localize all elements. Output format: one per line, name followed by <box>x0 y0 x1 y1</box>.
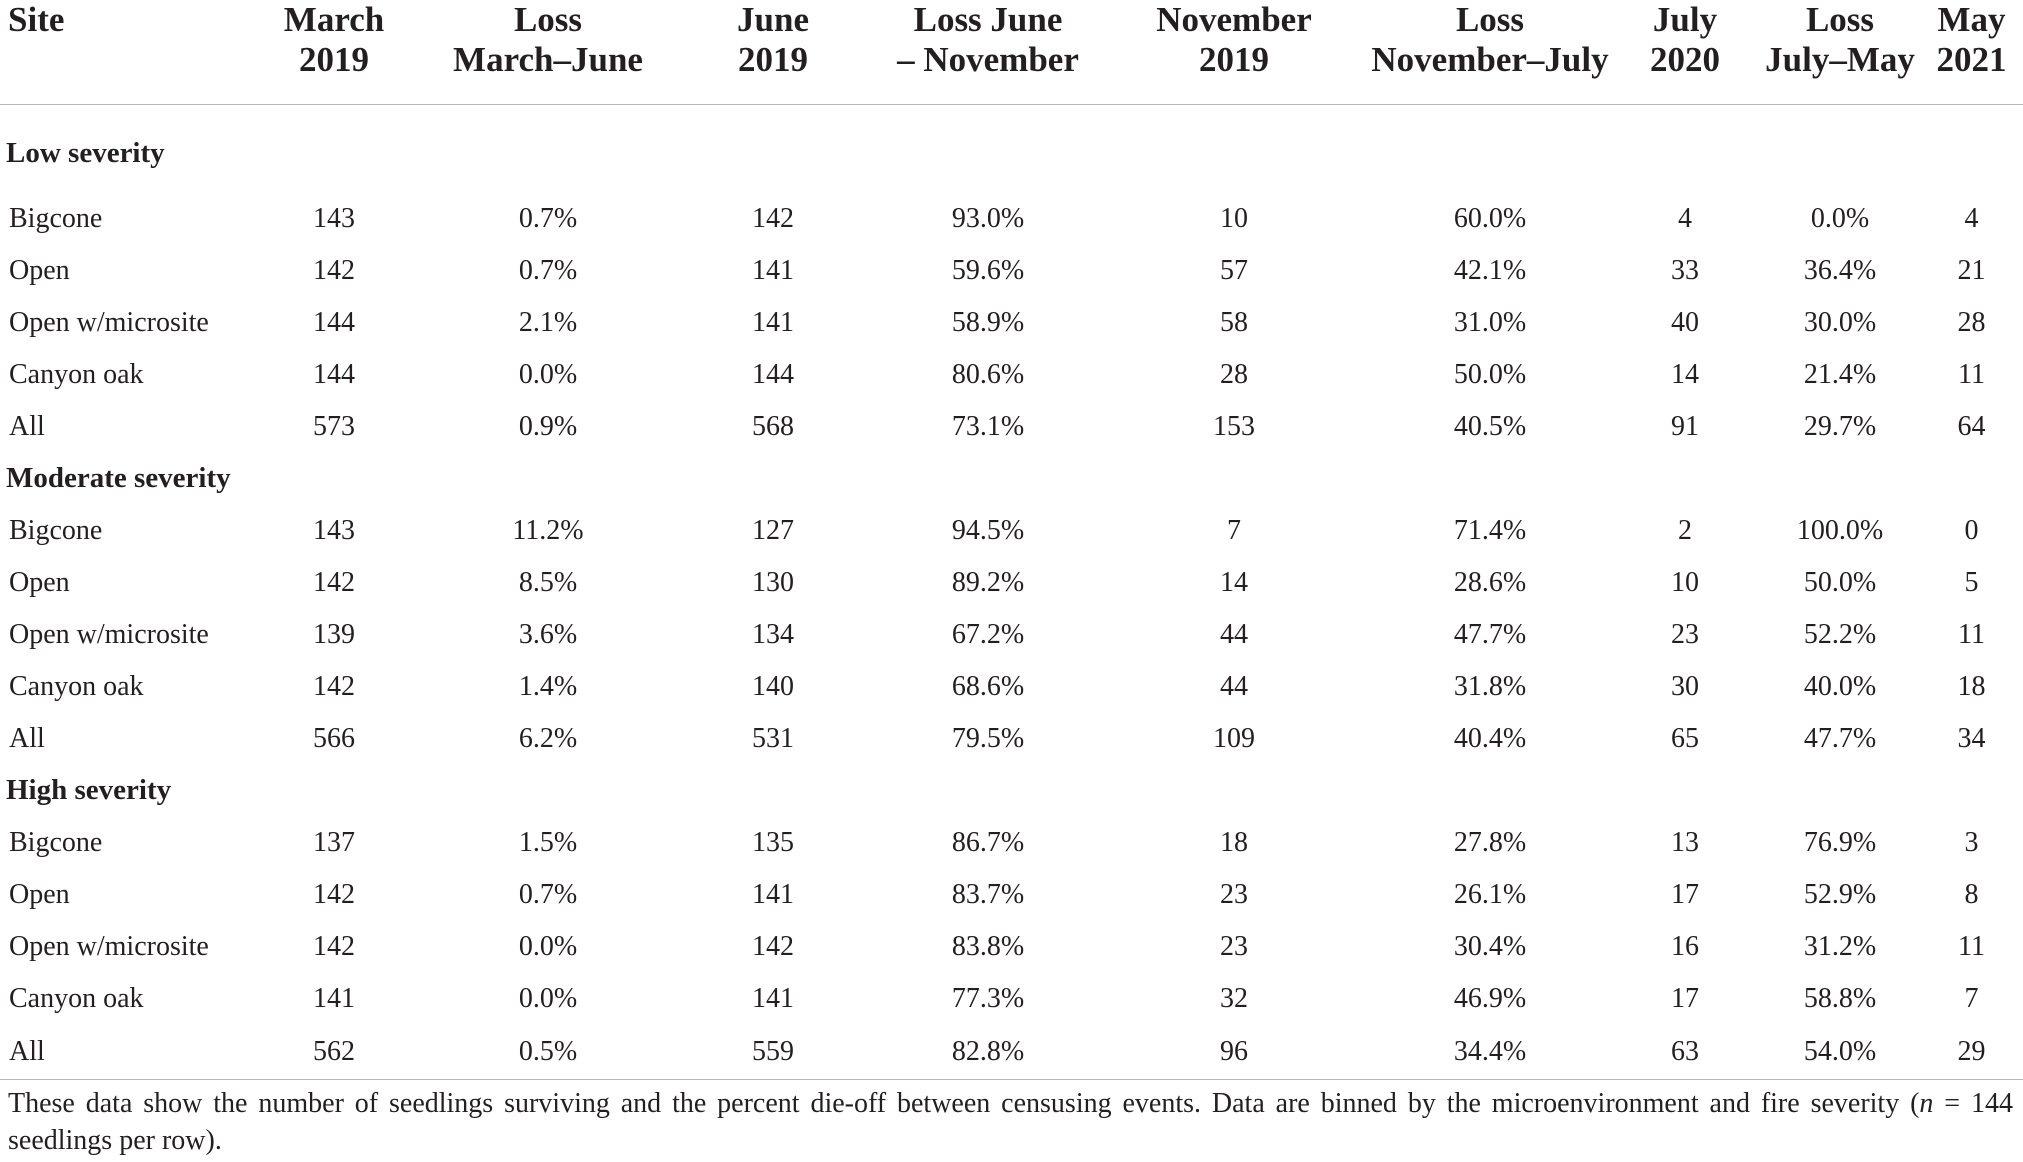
table-row <box>0 297 2023 349</box>
value-cell: 8 <box>1964 878 1979 910</box>
site-cell: Open <box>9 566 70 598</box>
column-header: March 2019 <box>240 0 428 105</box>
value-cell: 57 <box>1220 254 1248 286</box>
value-cell: 73.1% <box>951 410 1025 442</box>
value-cell: 23 <box>1671 618 1699 650</box>
value-cell: 1.5% <box>518 826 578 858</box>
value-cell: 46.9% <box>1453 982 1527 1014</box>
site-cell: Canyon oak <box>9 982 144 1014</box>
value-cell: 44 <box>1220 670 1248 702</box>
footnote-n-symbol: n <box>1919 1088 1934 1119</box>
value-cell: 0.7% <box>518 254 578 286</box>
value-cell: 65 <box>1671 722 1699 754</box>
column-header: Loss June – November <box>878 0 1098 105</box>
table-row <box>0 245 2023 297</box>
value-cell: 26.1% <box>1453 878 1527 910</box>
value-cell: 4 <box>1678 202 1692 234</box>
value-cell: 10 <box>1671 566 1699 598</box>
column-header: June 2019 <box>668 0 878 105</box>
value-cell: 142 <box>313 878 355 910</box>
value-cell: 11 <box>1958 358 1985 390</box>
value-cell: 60.0% <box>1453 202 1527 234</box>
value-cell: 31.2% <box>1803 930 1877 962</box>
value-cell: 142 <box>313 566 355 598</box>
value-cell: 531 <box>752 722 794 754</box>
value-cell: 34.4% <box>1370 1025 1610 1080</box>
value-cell: 13 <box>1671 826 1699 858</box>
value-cell: 40.4% <box>1453 722 1527 754</box>
value-cell: 142 <box>313 930 355 962</box>
value-cell: 0.0% <box>518 358 578 390</box>
value-cell: 144 <box>752 358 794 390</box>
table-row <box>0 973 2023 1025</box>
value-cell: 58.8% <box>1803 982 1877 1014</box>
value-cell: 96 <box>1098 1025 1370 1080</box>
site-cell: Open <box>9 878 70 910</box>
value-cell: 134 <box>752 618 794 650</box>
severity-group-label: Moderate severity <box>6 462 231 494</box>
column-header: Site <box>0 0 240 105</box>
value-cell: 68.6% <box>951 670 1025 702</box>
value-cell: 94.5% <box>951 514 1025 546</box>
value-cell: 141 <box>752 982 794 1014</box>
value-cell: 10 <box>1220 202 1248 234</box>
table-row <box>0 713 2023 765</box>
value-cell: 109 <box>1213 722 1255 754</box>
value-cell: 23 <box>1220 930 1248 962</box>
value-cell: 29 <box>1920 1025 2023 1080</box>
site-cell: Bigcone <box>9 514 103 546</box>
column-header: May 2021 <box>1920 0 2023 105</box>
value-cell: 7 <box>1964 982 1979 1014</box>
value-cell: 141 <box>752 254 794 286</box>
column-header: November 2019 <box>1098 0 1370 105</box>
value-cell: 23 <box>1220 878 1248 910</box>
value-cell: 562 <box>240 1025 428 1080</box>
value-cell: 0.0% <box>1810 202 1870 234</box>
value-cell: 18 <box>1957 670 1986 702</box>
value-cell: 144 <box>313 358 355 390</box>
value-cell: 30.0% <box>1803 306 1877 338</box>
value-cell: 153 <box>1213 410 1255 442</box>
value-cell: 11 <box>1958 618 1985 650</box>
value-cell: 1.4% <box>518 670 578 702</box>
value-cell: 52.2% <box>1803 618 1877 650</box>
value-cell: 142 <box>752 202 794 234</box>
value-cell: 2.1% <box>518 306 578 338</box>
value-cell: 47.7% <box>1453 618 1527 650</box>
value-cell: 0.0% <box>518 982 578 1014</box>
value-cell: 80.6% <box>951 358 1025 390</box>
value-cell: 82.8% <box>878 1025 1098 1080</box>
site-cell: Bigcone <box>9 826 103 858</box>
table-row <box>0 661 2023 713</box>
value-cell: 64 <box>1957 410 1986 442</box>
value-cell: 50.0% <box>1453 358 1527 390</box>
value-cell: 11 <box>1958 930 1985 962</box>
table-row <box>0 505 2023 557</box>
value-cell: 77.3% <box>951 982 1025 1014</box>
value-cell: 33 <box>1671 254 1699 286</box>
site-cell: Open w/microsite <box>9 618 209 650</box>
value-cell: 568 <box>752 410 794 442</box>
value-cell: 34 <box>1957 722 1986 754</box>
value-cell: 559 <box>668 1025 878 1080</box>
value-cell: 76.9% <box>1803 826 1877 858</box>
value-cell: 2 <box>1678 514 1692 546</box>
value-cell: 573 <box>313 410 355 442</box>
value-cell: 0.9% <box>518 410 578 442</box>
value-cell: 86.7% <box>951 826 1025 858</box>
value-cell: 8.5% <box>518 566 578 598</box>
table-row <box>0 869 2023 921</box>
severity-group-row <box>0 765 2023 817</box>
severity-group-label: Low severity <box>6 137 165 170</box>
value-cell: 63 <box>1610 1025 1760 1080</box>
site-cell: All <box>9 722 45 754</box>
value-cell: 30 <box>1671 670 1699 702</box>
site-cell: All <box>0 1025 240 1080</box>
value-cell: 21 <box>1957 254 1986 286</box>
value-cell: 28 <box>1957 306 1986 338</box>
value-cell: 93.0% <box>951 202 1025 234</box>
value-cell: 83.7% <box>951 878 1025 910</box>
value-cell: 83.8% <box>951 930 1025 962</box>
column-header: Loss November–July <box>1370 0 1610 105</box>
value-cell: 31.8% <box>1453 670 1527 702</box>
value-cell: 100.0% <box>1796 514 1884 546</box>
value-cell: 79.5% <box>951 722 1025 754</box>
value-cell: 140 <box>752 670 794 702</box>
site-cell: Canyon oak <box>9 670 144 702</box>
table-row <box>0 557 2023 609</box>
value-cell: 40.0% <box>1803 670 1877 702</box>
value-cell: 3.6% <box>518 618 578 650</box>
severity-group-row <box>0 453 2023 505</box>
value-cell: 142 <box>313 670 355 702</box>
table-row <box>0 401 2023 453</box>
value-cell: 142 <box>752 930 794 962</box>
table-row <box>0 921 2023 973</box>
header-row <box>0 0 2023 105</box>
footnote-text-start: These data show the number of seedlings surviving and the percent die-off between censusing events. Data are binned by the microenvironment and fire severity ( <box>8 1088 1920 1119</box>
value-cell: 141 <box>752 306 794 338</box>
site-cell: Open <box>9 254 70 286</box>
value-cell: 89.2% <box>951 566 1025 598</box>
value-cell: 6.2% <box>518 722 578 754</box>
site-cell: Open w/microsite <box>9 930 209 962</box>
value-cell: 137 <box>313 826 355 858</box>
value-cell: 50.0% <box>1803 566 1877 598</box>
value-cell: 135 <box>752 826 794 858</box>
value-cell: 17 <box>1671 878 1699 910</box>
column-header: July 2020 <box>1610 0 1760 105</box>
value-cell: 144 <box>313 306 355 338</box>
value-cell: 16 <box>1671 930 1699 962</box>
value-cell: 30.4% <box>1453 930 1527 962</box>
value-cell: 14 <box>1220 566 1248 598</box>
value-cell: 0.0% <box>518 930 578 962</box>
value-cell: 0.7% <box>518 202 578 234</box>
value-cell: 3 <box>1964 826 1979 858</box>
table-row <box>0 609 2023 661</box>
value-cell: 40 <box>1671 306 1699 338</box>
value-cell: 67.2% <box>951 618 1025 650</box>
value-cell: 143 <box>313 514 355 546</box>
value-cell: 29.7% <box>1803 410 1877 442</box>
site-cell: All <box>9 410 45 442</box>
value-cell: 4 <box>1964 202 1979 234</box>
value-cell: 71.4% <box>1453 514 1527 546</box>
value-cell: 143 <box>313 202 355 234</box>
value-cell: 14 <box>1671 358 1699 390</box>
value-cell: 58 <box>1220 306 1248 338</box>
value-cell: 0.7% <box>518 878 578 910</box>
site-cell: Bigcone <box>9 202 103 234</box>
severity-group-row <box>0 105 2023 193</box>
site-cell: Open w/microsite <box>9 306 209 338</box>
value-cell: 28 <box>1220 358 1248 390</box>
column-header: Loss July–May <box>1760 0 1920 105</box>
value-cell: 52.9% <box>1803 878 1877 910</box>
value-cell: 130 <box>752 566 794 598</box>
value-cell: 59.6% <box>951 254 1025 286</box>
value-cell: 7 <box>1227 514 1241 546</box>
value-cell: 28.6% <box>1453 566 1527 598</box>
value-cell: 58.9% <box>951 306 1025 338</box>
value-cell: 11.2% <box>512 514 584 546</box>
value-cell: 21.4% <box>1803 358 1877 390</box>
value-cell: 47.7% <box>1803 722 1877 754</box>
value-cell: 27.8% <box>1453 826 1527 858</box>
footnote-text-end: = 144 seedlings per row). <box>8 1088 2013 1156</box>
value-cell: 142 <box>313 254 355 286</box>
column-header: Loss March–June <box>428 0 668 105</box>
value-cell: 91 <box>1671 410 1699 442</box>
value-cell: 141 <box>313 982 355 1014</box>
value-cell: 32 <box>1220 982 1248 1014</box>
value-cell: 54.0% <box>1760 1025 1920 1080</box>
table-row <box>0 1025 2023 1080</box>
value-cell: 0 <box>1964 514 1979 546</box>
severity-group-label: High severity <box>6 774 172 806</box>
value-cell: 31.0% <box>1453 306 1527 338</box>
value-cell: 0.5% <box>428 1025 668 1080</box>
value-cell: 17 <box>1671 982 1699 1014</box>
site-cell: Canyon oak <box>9 358 144 390</box>
value-cell: 127 <box>752 514 794 546</box>
value-cell: 566 <box>313 722 355 754</box>
value-cell: 36.4% <box>1803 254 1877 286</box>
value-cell: 42.1% <box>1453 254 1527 286</box>
value-cell: 5 <box>1964 566 1979 598</box>
table-footnote <box>8 1085 2013 1159</box>
value-cell: 44 <box>1220 618 1248 650</box>
table-row <box>0 193 2023 245</box>
value-cell: 139 <box>313 618 355 650</box>
table-row <box>0 817 2023 869</box>
value-cell: 141 <box>752 878 794 910</box>
value-cell: 40.5% <box>1453 410 1527 442</box>
table-row <box>0 349 2023 401</box>
value-cell: 18 <box>1220 826 1248 858</box>
